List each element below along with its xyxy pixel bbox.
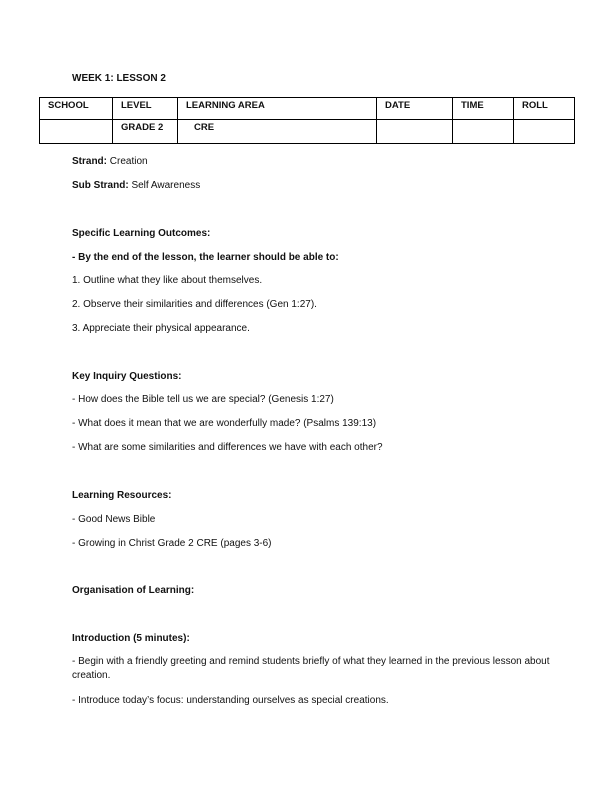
value-learning-area: CRE [178,120,377,144]
strand-line [72,155,148,169]
introduction-heading: Introduction (5 minutes): [72,633,190,644]
header-roll: ROLL [514,98,575,120]
value-school [40,120,113,144]
introduction-item: - Begin with a friendly greeting and remind students briefly of what they learned in the previous lesson about creation. [72,656,550,681]
outcomes-heading: Specific Learning Outcomes: [72,228,211,239]
resources-heading: Learning Resources: [72,490,172,501]
question-item: - What are some similarities and differences we have with each other? [72,442,383,453]
introduction-item: - Introduce today’s focus: understanding ourselves as special creations. [72,695,389,706]
header-level: LEVEL [113,98,178,120]
question-item: - What does it mean that we are wonderfully made? (Psalms 139:13) [72,418,377,429]
outcomes-intro: - By the end of the lesson, the learner should be able to: [72,252,339,263]
value-time [453,120,514,144]
value-date [377,120,453,144]
strand-value: Creation [109,156,148,167]
table-header-row [40,98,575,120]
header-learning-area: LEARNING AREA [178,98,377,120]
outcome-item: 3. Appreciate their physical appearance. [72,323,250,334]
strand-label: Strand: [72,156,107,167]
outcome-item: 2. Observe their similarities and differences (Gen 1:27). [72,299,317,310]
header-date: DATE [377,98,453,120]
lesson-title: WEEK 1: LESSON 2 [72,73,166,84]
table-value-row [40,120,575,144]
organisation-heading: Organisation of Learning: [72,585,195,596]
questions-heading: Key Inquiry Questions: [72,371,182,382]
sub-strand-value: Self Awareness [131,180,201,191]
value-level: GRADE 2 [113,120,178,144]
sub-strand-label: Sub Strand: [72,180,129,191]
header-school: SCHOOL [40,98,113,120]
outcome-item: 1. Outline what they like about themselves. [72,275,263,286]
resource-item: - Growing in Christ Grade 2 CRE (pages 3-6) [72,538,272,549]
sub-strand-line [72,179,200,193]
resource-item: - Good News Bible [72,514,156,525]
question-item: - How does the Bible tell us we are special? (Genesis 1:27) [72,394,334,405]
lesson-info-table [39,97,575,144]
value-roll [514,120,575,144]
header-time: TIME [453,98,514,120]
